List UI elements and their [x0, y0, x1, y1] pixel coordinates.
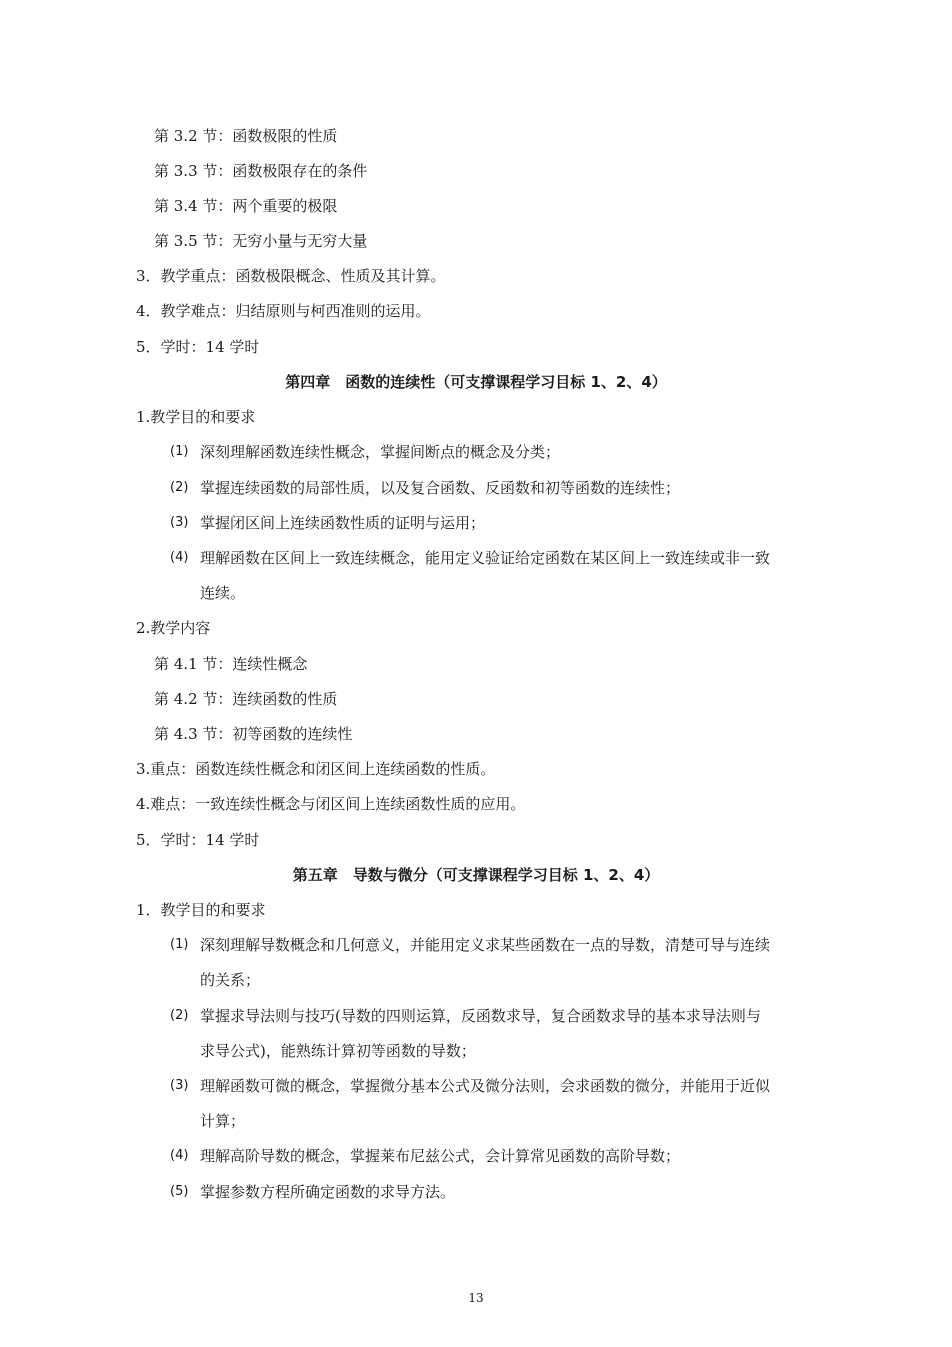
ch4-objective-4 [170, 548, 770, 568]
ch3-difficulties: 4．教学难点：归结原则与柯西准则的运用。 [136, 302, 431, 320]
objective-text: 理解函数可微的概念，掌握微分基本公式及微分法则，会求函数的微分，并能用于近似 [200, 1077, 771, 1095]
list-marker: (3) [170, 1078, 189, 1093]
ch5-objective-3 [170, 1076, 770, 1096]
section-3-4: 第 3.4 节：两个重要的极限 [154, 197, 338, 215]
ch4-objective-4-cont: 连续。 [200, 584, 246, 602]
ch5-objective-3-cont: 计算； [200, 1112, 246, 1130]
ch3-hours: 5．学时：14 学时 [136, 338, 260, 356]
ch4-objectives-title: 1.教学目的和要求 [136, 408, 256, 426]
list-marker: (4) [170, 1148, 189, 1163]
list-marker: (2) [170, 1008, 189, 1023]
list-marker: (3) [170, 515, 189, 530]
objective-text: 深刻理解导数概念和几何意义，并能用定义求某些函数在一点的导数，清楚可导与连续 [200, 936, 771, 954]
section-4-3: 第 4.3 节：初等函数的连续性 [154, 725, 353, 743]
section-3-2: 第 3.2 节：函数极限的性质 [154, 127, 338, 145]
section-3-3: 第 3.3 节：函数极限存在的条件 [154, 162, 368, 180]
section-4-2: 第 4.2 节：连续函数的性质 [154, 690, 338, 708]
ch4-content-title: 2.教学内容 [136, 619, 211, 637]
objective-text: 理解高阶导数的概念，掌握莱布尼兹公式，会计算常见函数的高阶导数； [200, 1147, 681, 1165]
ch5-objective-5 [170, 1182, 455, 1202]
list-marker: (5) [170, 1184, 189, 1199]
objective-text: 深刻理解函数连续性概念，掌握间断点的概念及分类； [200, 443, 561, 461]
chapter-4-heading: 第四章 函数的连续性（可支撑课程学习目标 1、2、4） [285, 373, 667, 391]
page-number: 13 [468, 1291, 484, 1305]
ch4-hours: 5．学时：14 学时 [136, 831, 260, 849]
ch4-objective-2 [170, 478, 680, 498]
ch4-key-points: 3.重点：函数连续性概念和闭区间上连续函数的性质。 [136, 760, 496, 778]
objective-text: 掌握参数方程所确定函数的求导方法。 [200, 1183, 456, 1201]
list-marker: (4) [170, 550, 189, 565]
ch5-objective-2-cont: 求导公式)，能熟练计算初等函数的导数； [200, 1042, 476, 1060]
ch5-objectives-title: 1．教学目的和要求 [136, 901, 266, 919]
ch3-key-points: 3．教学重点：函数极限概念、性质及其计算。 [136, 267, 446, 285]
ch5-objective-1-cont: 的关系； [200, 971, 261, 989]
objective-text: 掌握连续函数的局部性质，以及复合函数、反函数和初等函数的连续性； [200, 479, 681, 497]
ch4-objective-3 [170, 513, 485, 533]
ch4-objective-1 [170, 442, 560, 462]
objective-text: 理解函数在区间上一致连续概念，能用定义验证给定函数在某区间上一致连续或非一致 [200, 549, 771, 567]
objective-text: 掌握求导法则与技巧(导数的四则运算，反函数求导，复合函数求导的基本求导法则与 [200, 1007, 761, 1025]
ch5-objective-2 [170, 1006, 761, 1026]
list-marker: (1) [170, 937, 189, 952]
objective-text: 掌握闭区间上连续函数性质的证明与运用； [200, 514, 486, 532]
ch5-objective-1 [170, 935, 770, 955]
chapter-5-heading: 第五章 导数与微分（可支撑课程学习目标 1、2、4） [292, 866, 660, 884]
section-3-5: 第 3.5 节：无穷小量与无穷大量 [154, 232, 368, 250]
list-marker: (2) [170, 480, 189, 495]
section-4-1: 第 4.1 节：连续性概念 [154, 655, 308, 673]
ch4-difficulties: 4.难点：一致连续性概念与闭区间上连续函数性质的应用。 [136, 795, 526, 813]
list-marker: (1) [170, 444, 189, 459]
ch5-objective-4 [170, 1146, 680, 1166]
